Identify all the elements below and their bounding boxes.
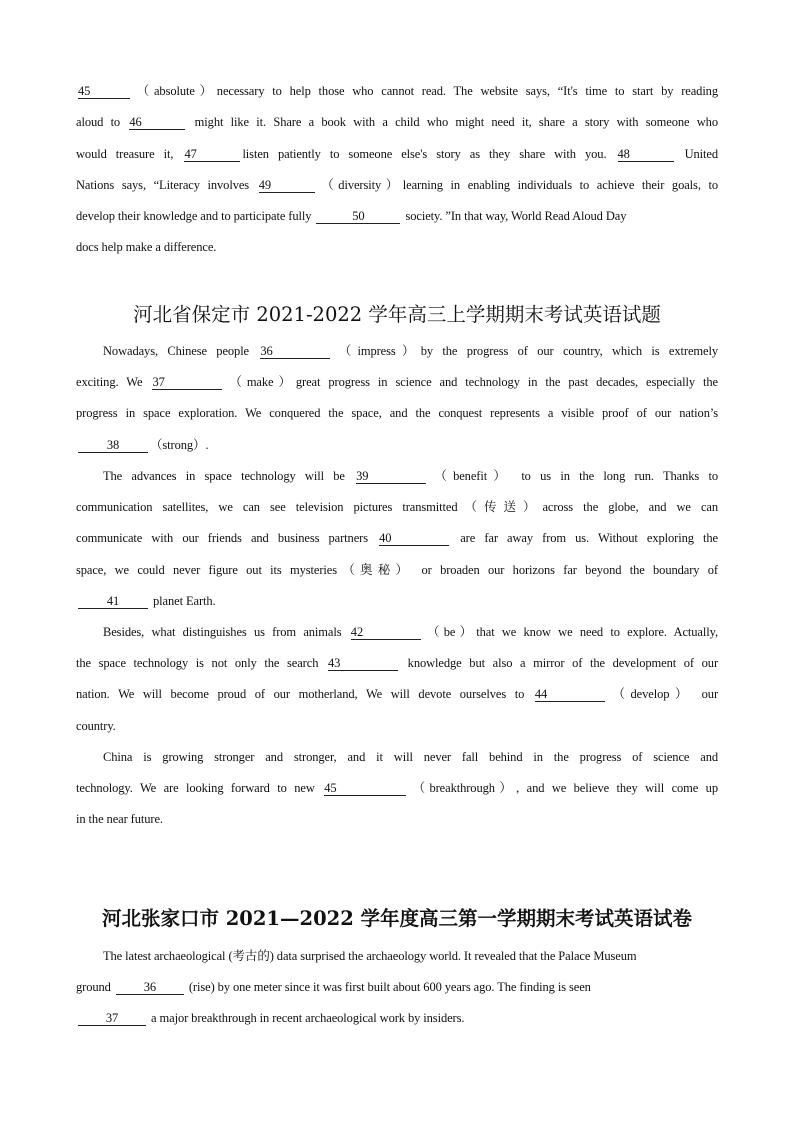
text-line — [76, 437, 718, 453]
passage-text: exciting. We — [76, 375, 151, 389]
answer-blank: 45 — [324, 782, 406, 796]
text-line — [76, 718, 718, 734]
passage-text: the space technology is not only the search — [76, 656, 327, 670]
answer-blank: 40 — [379, 532, 449, 546]
text-line — [76, 146, 718, 162]
passage-text: （diversity）learning in enabling individuals to achieve their goals, to — [316, 178, 718, 192]
passage-text: technology. We are looking forward to new — [76, 781, 323, 795]
answer-blank: 42 — [351, 626, 421, 640]
answer-blank: 48 — [618, 148, 674, 162]
passage-text: （be）that we know we need to explore. Actually, — [422, 625, 718, 639]
text-line — [103, 468, 718, 484]
text-line — [76, 811, 718, 827]
passage-text: in the near future. — [76, 812, 163, 826]
text-line — [76, 114, 718, 130]
text-line — [76, 405, 718, 421]
passage-text: develop their knowledge and to participate fully — [76, 209, 315, 223]
passage-text: are far away from us. Without exploring the — [451, 531, 718, 545]
passage-text: progress in space exploration. We conquered the space, and the conquest represents a visible proof of our nation’s — [76, 406, 718, 420]
passage-text: （strong）. — [150, 438, 209, 452]
answer-blank: 46 — [129, 116, 185, 130]
text-line — [76, 593, 718, 609]
passage-text: communication satellites, we can see television pictures transmitted（传送）across the globe, and we can — [76, 500, 718, 514]
answer-blank: 37 — [152, 376, 222, 390]
passage-text: Nations says, “Literacy involves — [76, 178, 257, 192]
answer-blank: 43 — [328, 657, 398, 671]
text-line — [76, 1010, 718, 1026]
text-line — [76, 530, 718, 546]
passage-text: country. — [76, 719, 116, 733]
passage-text: aloud to — [76, 115, 128, 129]
passage-text: a major breakthrough in recent archaeological work by insiders. — [148, 1011, 465, 1025]
text-line — [76, 83, 718, 99]
text-line — [76, 979, 718, 995]
answer-blank: 39 — [356, 470, 426, 484]
text-line — [76, 655, 718, 671]
passage-text: space, we could never figure out its mysteries（奥秘） or broaden our horizons far beyond the boundary of — [76, 563, 718, 577]
text-line — [103, 624, 718, 640]
text-line — [103, 343, 718, 359]
text-line — [76, 562, 718, 578]
passage-text: （develop） our — [606, 687, 719, 701]
answer-blank: 41 — [78, 595, 148, 609]
passage-text: listen patiently to someone else's story as they share with you. — [242, 147, 616, 161]
section-title-baoding: 河北省保定市 2021-2022 学年高三上学期期末考试英语试题 — [133, 303, 661, 326]
answer-blank: 47 — [184, 148, 240, 162]
text-line — [103, 948, 718, 964]
passage-text: （make）great progress in science and technology in the past decades, especially the — [224, 375, 718, 389]
passage-text: nation. We will become proud of our motherland, We will devote ourselves to — [76, 687, 533, 701]
passage-text: （impress）by the progress of our country, which is extremely — [332, 344, 718, 358]
text-line — [103, 749, 718, 765]
answer-blank: 49 — [259, 179, 315, 193]
text-line — [76, 177, 718, 193]
passage-text: knowledge but also a mirror of the development of our — [400, 656, 719, 670]
passage-text: （absolute）necessary to help those who cannot read. The website says, “It's time to start by reading — [132, 84, 718, 98]
passage-text: planet Earth. — [150, 594, 216, 608]
passage-text: The advances in space technology will be — [103, 469, 355, 483]
answer-blank: 45 — [78, 85, 130, 99]
text-line — [76, 499, 718, 515]
passage-text: docs help make a difference. — [76, 240, 217, 254]
passage-text: communicate with our friends and business partners — [76, 531, 378, 545]
passage-text: The latest archaeological (考古的) data surprised the archaeology world. It revealed that the Palace Museum — [103, 949, 637, 963]
passage-text: ground — [76, 980, 114, 994]
answer-blank: 44 — [535, 688, 605, 702]
answer-blank: 50 — [316, 210, 400, 224]
passage-text: Besides, what distinguishes us from animals — [103, 625, 349, 639]
answer-blank: 38 — [78, 439, 148, 453]
passage-text: (rise) by one meter since it was first built about 600 years ago. The finding is seen — [185, 980, 591, 994]
answer-blank: 36 — [116, 981, 184, 995]
passage-text: Nowadays, Chinese people — [103, 344, 259, 358]
text-line — [76, 374, 718, 390]
section-title-zhangjiakou: 河北张家口市 2021—2022 学年度高三第一学期期末考试英语试卷 — [101, 907, 693, 930]
answer-blank: 37 — [78, 1012, 146, 1026]
passage-text: （benefit） to us in the long run. Thanks to — [428, 469, 718, 483]
text-line — [76, 780, 718, 796]
text-line — [76, 208, 718, 224]
passage-text: would treasure it, — [76, 147, 183, 161]
passage-text: China is growing stronger and stronger, and it will never fall behind in the progress of science and — [103, 750, 718, 764]
text-line — [76, 239, 718, 255]
passage-text: （breakthrough）, and we believe they will come up — [408, 781, 718, 795]
passage-text: society. ”In that way, World Read Aloud Day — [402, 209, 627, 223]
answer-blank: 36 — [260, 345, 330, 359]
passage-text: might like it. Share a book with a child who might need it, share a story with someone who — [187, 115, 718, 129]
passage-text: United — [675, 147, 719, 161]
text-line — [76, 686, 718, 702]
